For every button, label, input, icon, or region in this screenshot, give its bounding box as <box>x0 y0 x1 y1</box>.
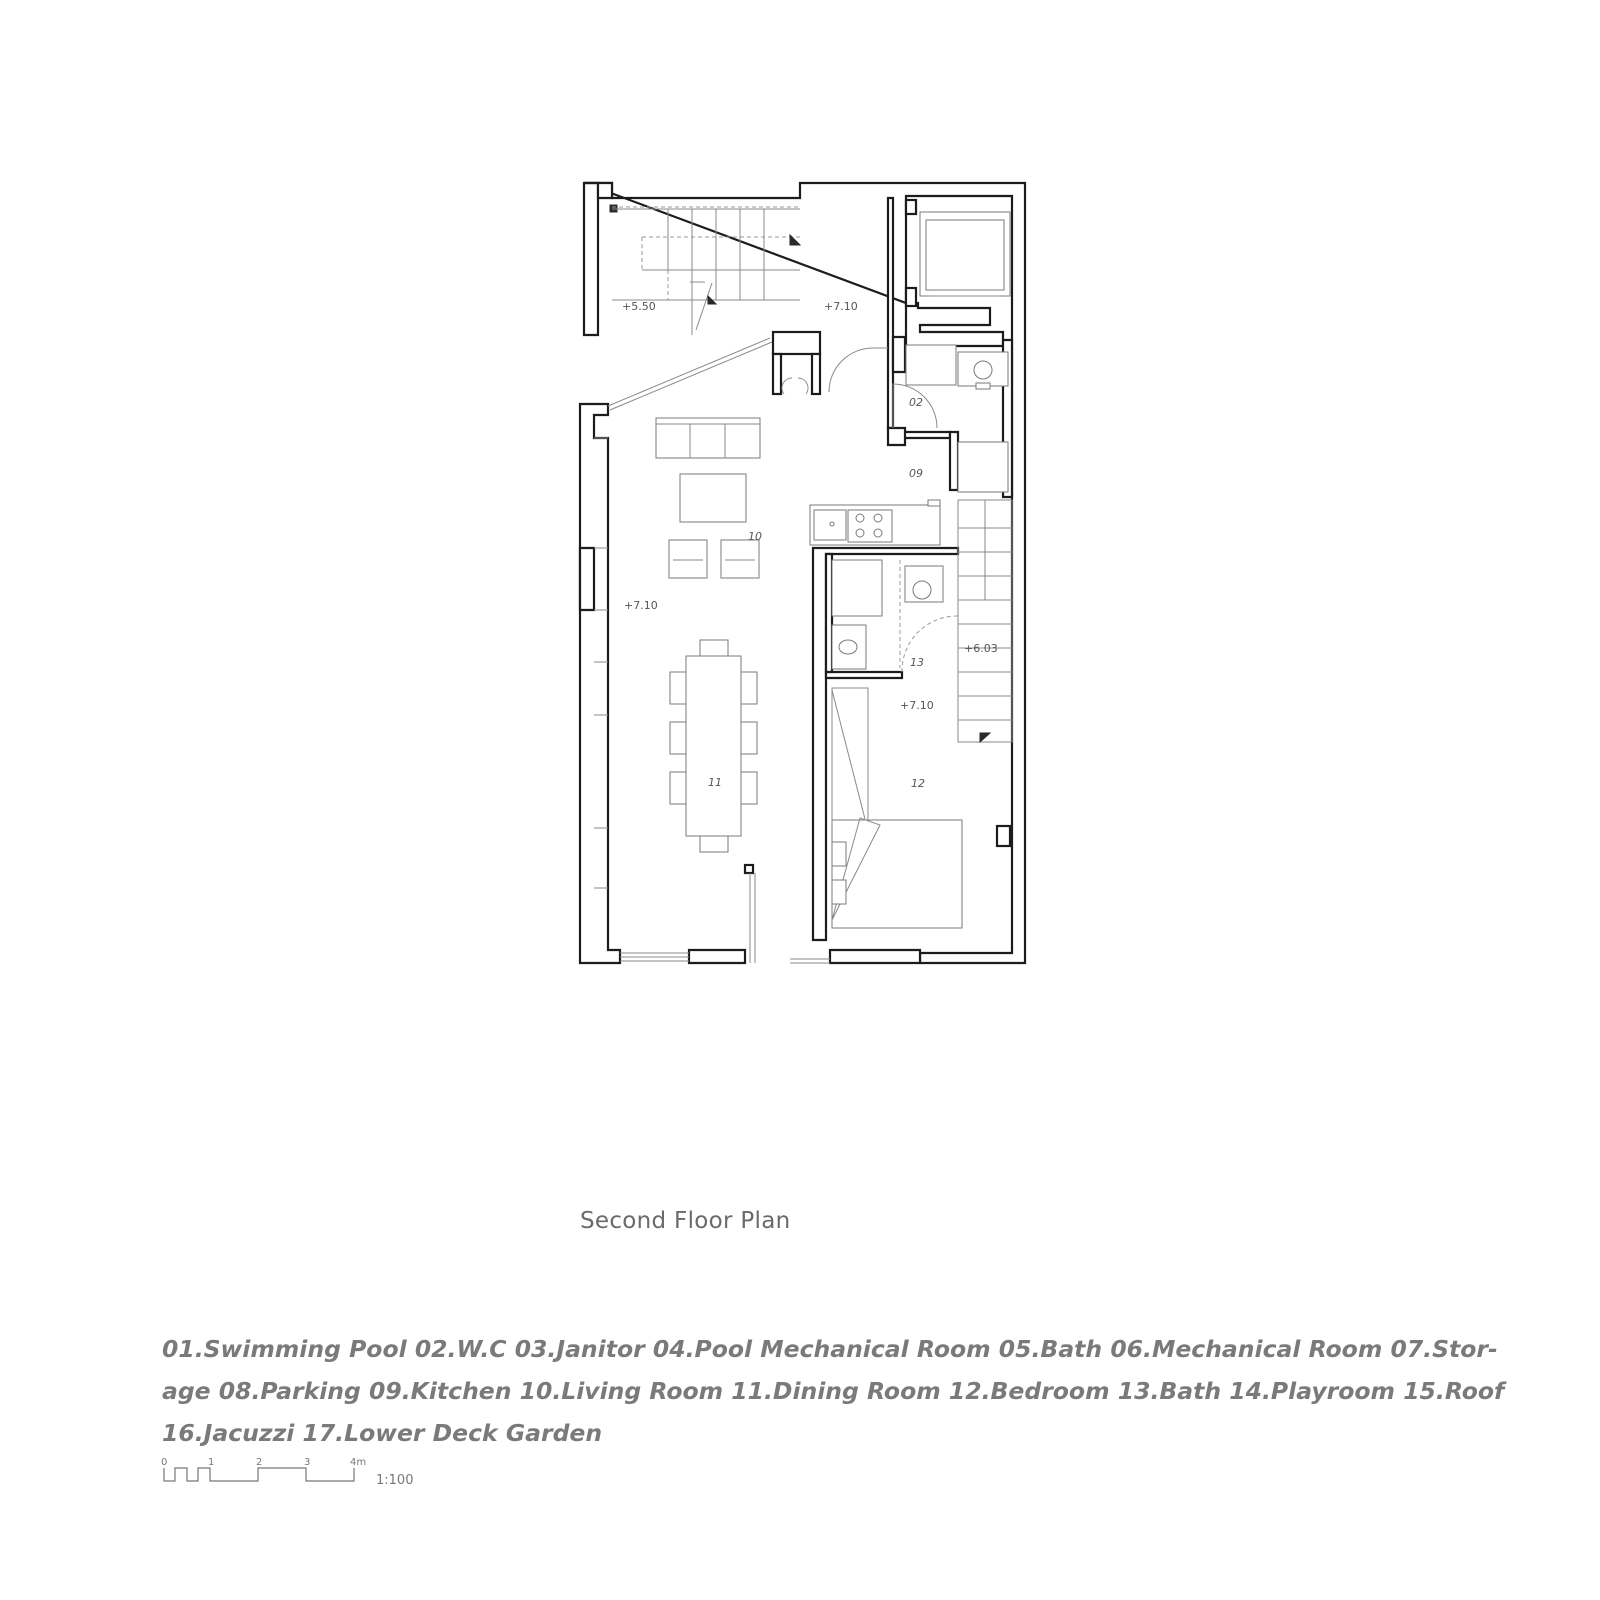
plan-title: Second Floor Plan <box>580 1208 791 1234</box>
scale-tick-1: 1 <box>208 1457 215 1468</box>
elevator <box>920 212 1010 296</box>
living-furniture <box>656 418 760 578</box>
room-number-bedroom: 12 <box>911 777 925 790</box>
room-number-wc: 02 <box>909 396 923 409</box>
room-legend <box>162 1328 1505 1454</box>
legend-line-3: 16.Jacuzzi 17.Lower Deck Garden <box>162 1419 603 1447</box>
legend-line-2: age 08.Parking 09.Kitchen 10.Living Room 11.Dining Room 12.Bedroom 13.Bath 14.Playroom 15.Roof <box>162 1377 1505 1405</box>
stair-lower <box>958 442 1012 742</box>
dining-furniture <box>670 640 757 852</box>
room-number-kitchen: 09 <box>909 467 923 480</box>
level-stair-landing: +5.50 <box>622 300 656 313</box>
scale-tick-4: 4m <box>350 1457 367 1468</box>
scale-ratio: 1:100 <box>376 1473 414 1488</box>
room-number-bath: 13 <box>910 656 924 669</box>
level-stair-lower: +6.03 <box>964 642 998 655</box>
level-entry: +7.10 <box>824 300 858 313</box>
room-number-living: 10 <box>748 530 762 543</box>
scale-bar <box>161 1457 413 1488</box>
level-bedroom-hall: +7.10 <box>900 699 934 712</box>
bedroom-furniture <box>832 688 962 928</box>
scale-tick-3: 3 <box>304 1457 311 1468</box>
scale-tick-0: 0 <box>161 1457 168 1468</box>
level-living: +7.10 <box>624 599 658 612</box>
kitchen-counter <box>810 500 940 545</box>
bath-13-fixtures <box>832 560 958 672</box>
room-number-dining: 11 <box>708 776 722 789</box>
legend-line-1: 01.Swimming Pool 02.W.C 03.Janitor 04.Pool Mechanical Room 05.Bath 06.Mechanical Room 07.Stor- <box>162 1335 1498 1363</box>
scale-tick-2: 2 <box>256 1457 263 1468</box>
